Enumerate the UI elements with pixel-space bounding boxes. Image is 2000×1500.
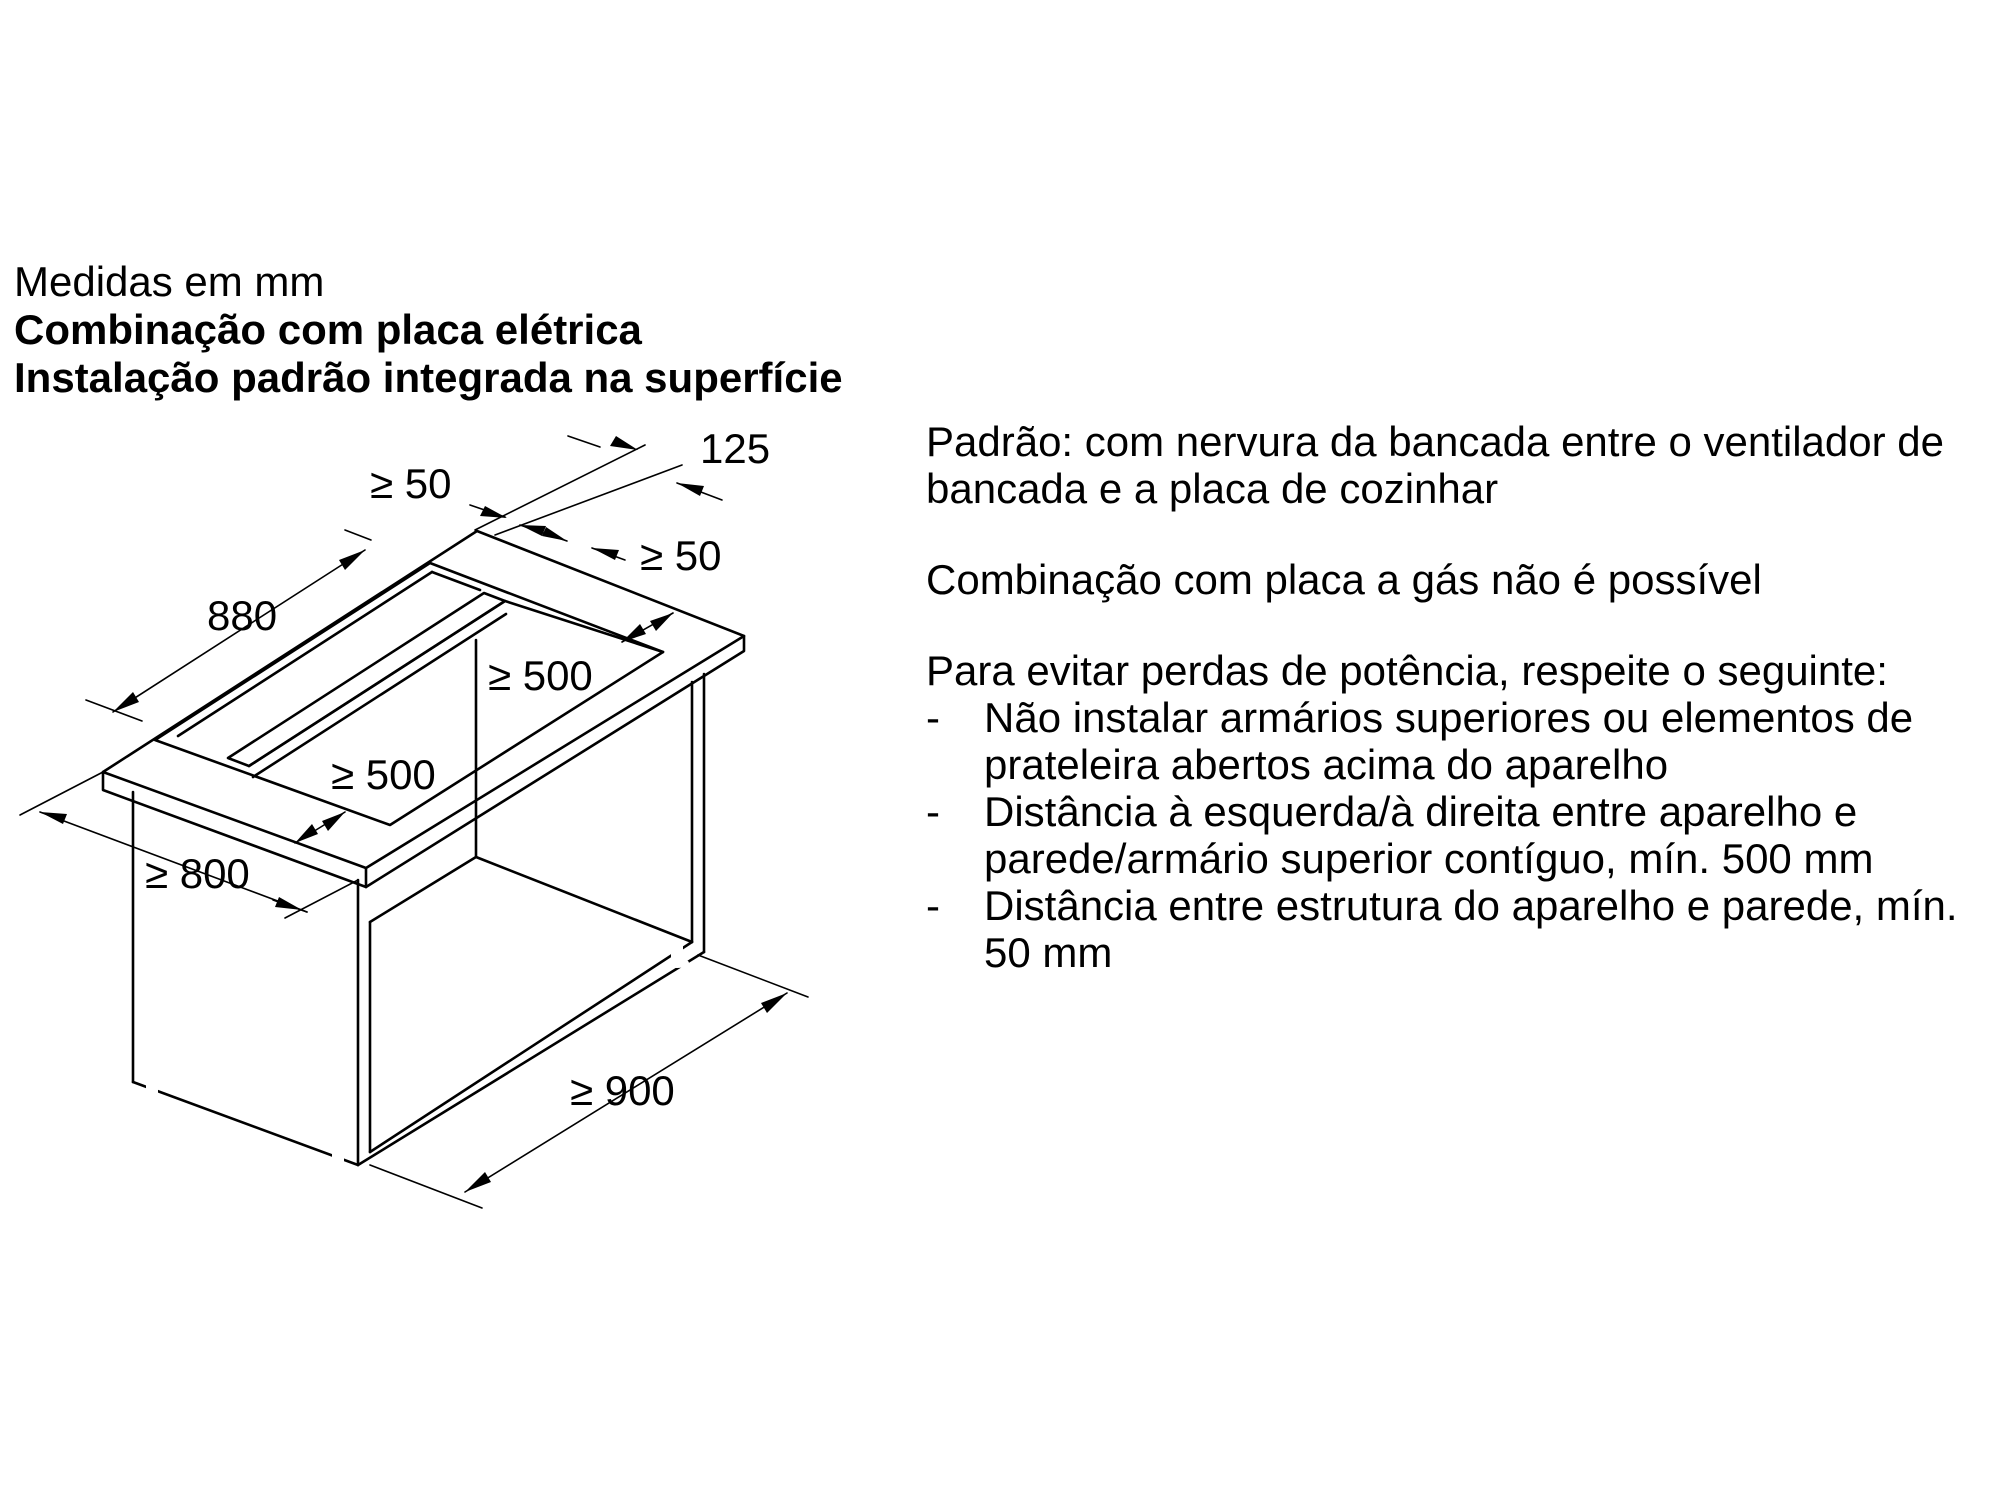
bullet-marker: - (926, 882, 940, 929)
installation-title: Instalação padrão integrada na superfície (14, 354, 843, 401)
dim-125 (475, 425, 770, 535)
bullet-marker: - (926, 694, 940, 741)
cutout-inner-edge-back (432, 572, 480, 590)
dim-50-right (592, 532, 721, 642)
dim-50-top (370, 460, 567, 541)
combination-title: Combinação com placa elétrica (14, 306, 642, 353)
cabinet-front-inner-top (370, 857, 476, 922)
dim-125-label: 125 (700, 425, 771, 472)
dim-50-top-label: ≥ 50 (370, 460, 452, 507)
dim-900 (370, 955, 808, 1208)
dim-500-back-label: ≥ 500 (488, 652, 593, 699)
countertop-top-face (103, 531, 744, 868)
dim-900-label: ≥ 900 (570, 1067, 675, 1114)
dim-880-label: 880 (207, 592, 278, 639)
note-power-loss-intro: Para evitar perdas de potência, respeite o seguinte: (926, 647, 1888, 694)
cabinet-inner-floor-front (370, 942, 692, 1152)
list-item (926, 788, 1986, 882)
note-standard: Padrão: com nervura da bancada entre o ventilador de bancada e a placa de cozinhar (926, 418, 1944, 512)
list-item-text: Distância entre estrutura do aparelho e parede, mín. 50 mm (984, 882, 1958, 976)
cabinet-bottom-front-edge (358, 952, 704, 1165)
note-gas-not-possible: Combinação com placa a gás não é possível (926, 556, 1762, 603)
dim-500-front-label: ≥ 500 (331, 751, 436, 798)
installation-notes (926, 418, 1986, 976)
bullet-marker: - (926, 788, 940, 835)
cabinet-feet (139, 946, 689, 1179)
cabinet-left-bottom-edge (133, 1082, 358, 1165)
list-item (926, 694, 1986, 788)
dim-500-back (488, 652, 593, 699)
list-item (926, 882, 1986, 976)
list-item-text: Distância à esquerda/à direita entre aparelho e parede/armário superior contíguo, mín. 500 mm (984, 788, 1874, 882)
dim-800-label: ≥ 800 (145, 850, 250, 897)
dim-50-right-label: ≥ 50 (640, 532, 722, 579)
units-note: Medidas em mm (14, 258, 325, 305)
requirements-list (926, 694, 1986, 976)
cabinet-inner-floor-edge (476, 857, 692, 942)
list-item-text: Não instalar armários superiores ou elementos de prateleira abertos acima do aparelho (984, 694, 1914, 788)
